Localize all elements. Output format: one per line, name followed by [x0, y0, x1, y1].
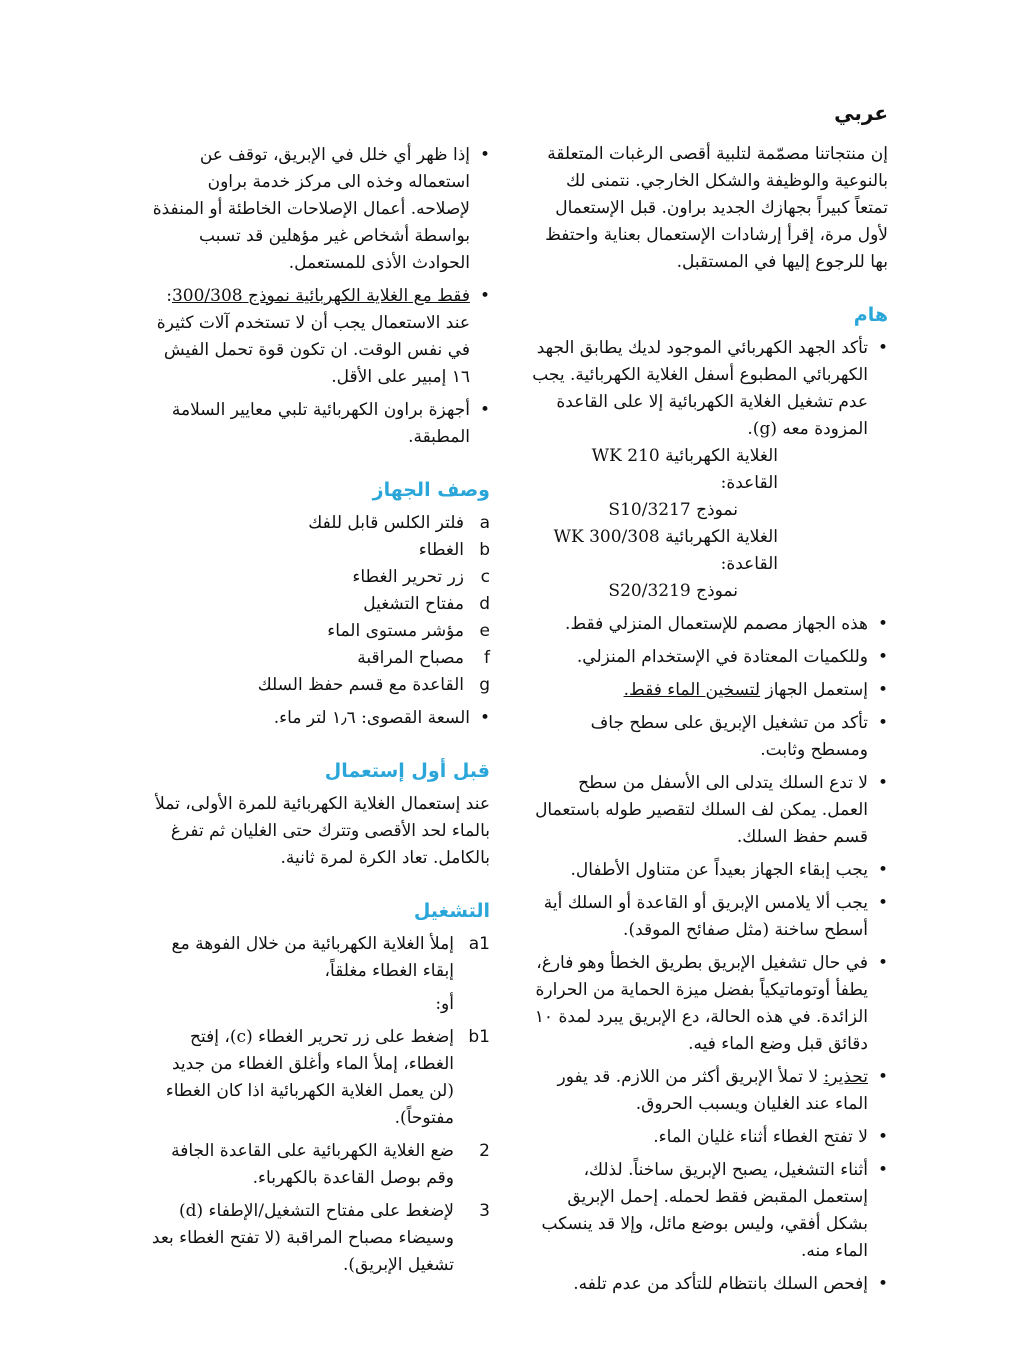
- operation-title: التشغيل: [413, 900, 490, 922]
- model1-code: نموذج 3217/S10: [608, 500, 738, 520]
- language-title: عربي: [834, 101, 888, 125]
- list-item: • تأكد الجهد الكهربائي الموجود لديك يطابق الجهد الكهربائي المطبوع أسفل الغلاية الكهربائية. يجب عدم تشغيل الغلاية الكهربائية إلا على القاعدة المزودة معه (g). الغلاية الكهربائية WK 210 القاعدة: نموذج 3217/S10 الغلاية الكهربائية WK 300/308 القاعدة: نموذج 3219/S20: [530, 335, 888, 605]
- list-item: • تأكد من تشغيل الإبريق على سطح جاف ومسطح وثابت.: [530, 710, 888, 764]
- list-item: b الغطاء: [418, 540, 490, 560]
- important-list: [530, 335, 888, 1298]
- right-column: [530, 100, 888, 1304]
- operation-steps: [150, 931, 490, 1279]
- important-title: هام: [853, 304, 888, 326]
- left-column: [150, 142, 490, 1285]
- step-item: 2 ضع الغلاية الكهربائية على القاعدة الجافة وقم بوصل القاعدة بالكهرباء.: [171, 1141, 490, 1188]
- step-item: b1 إضغط على زر تحرير الغطاء (c)، إفتح الغطاء، إملأ الماء وأغلق الغطاء من جديد (لن يعمل الغلاية الكهربائية اذا كان الغطاء مفتوحاً).: [165, 1027, 490, 1128]
- model1-line: الغلاية الكهربائية WK 210 القاعدة:: [591, 446, 778, 493]
- list-item: • وللكميات المعتادة في الإستخدام المنزلي.: [530, 644, 888, 671]
- step-item: أو:: [435, 994, 454, 1014]
- list-item: • يجب ألا يلامس الإبريق أو القاعدة أو السلك أية أسطح ساخنة (مثل صفائح الموقد).: [530, 890, 888, 944]
- step-item: a1 إملأ الغلاية الكهربائية من خلال الفوهة مع إبقاء الغطاء مغلقاً،: [171, 934, 490, 981]
- first-use-paragraph: عند إستعمال الغلاية الكهربائية للمرة الأولى، تملأ بالماء لحد الأقصى وتترك حتى الغليان ثم تفرغ بالكامل. تعاد الكرة لمرة ثانية.: [155, 794, 490, 868]
- list-item: c زر تحرير الغطاء: [352, 567, 490, 587]
- list-item: • إذا ظهر أي خلل في الإبريق، توقف عن استعماله وخذه الى مركز خدمة براون لإصلاحه. أعمال الإصلاحات الخاطئة أو المنفذة بواسطة أشخاص غير مؤهلين قد تسبب الحوادث الأذى للمستعمل.: [150, 142, 490, 277]
- list-item: • تحذير: لا تملأ الإبريق أكثر من اللازم. قد يفور الماء عند الغليان ويسبب الحروق.: [530, 1064, 888, 1118]
- model2-line: الغلاية الكهربائية WK 300/308 القاعدة:: [553, 527, 778, 574]
- warning-label: تحذير:: [823, 1067, 868, 1087]
- list-item: • إفحص السلك بانتظام للتأكد من عدم تلفه.: [530, 1271, 888, 1298]
- list-item: • فقط مع الغلاية الكهربائية نموذج 300/308: عند الاستعمال يجب أن لا تستخدم آلات كثيرة في نفس الوقت. ان تكون قوة تحمل الفيش ١٦ إمبير على الأقل.: [150, 283, 490, 391]
- capacity-note: • السعة القصوى: ١٫٦ لتر ماء.: [150, 705, 490, 732]
- intro-paragraph: إن منتجاتنا مصمّمة لتلبية أقصى الرغبات المتعلقة بالنوعية والوظيفة والشكل الخارجي. نتمنى لك تمتعاً كبيراً بجهازك الجديد براون. قبل الإستعمال لأول مرة، إقرأ إرشادات الإستعمال بعناية واحتفظ بها للرجوع إليها في المستقبل.: [545, 144, 888, 272]
- step-item: 3 لإضغط على مفتاح التشغيل/الإطفاء (d) وسيضاء مصباح المراقبة (لا تفتح الغطاء بعد تشغيل الإبريق).: [151, 1201, 490, 1275]
- description-title: وصف الجهاز: [372, 479, 490, 501]
- list-item: e مؤشر مستوى الماء: [327, 621, 490, 641]
- model2-code: نموذج 3219/S20: [608, 581, 738, 601]
- list-item: a فلتر الكلس قابل للفك: [308, 513, 490, 533]
- list-item: g القاعدة مع قسم حفظ السلك: [257, 675, 490, 695]
- list-item: • لا تدع السلك يتدلى الى الأسفل من سطح العمل. يمكن لف السلك لتقصير طوله باستعمال قسم حفظ السلك.: [530, 770, 888, 851]
- list-item: d مفتاح التشغيل: [363, 594, 490, 614]
- list-item: • في حال تشغيل الإبريق بطريق الخطأ وهو فارغ، يطفأ أوتوماتيكياً بفضل ميزة الحماية من الحرارة الزائدة. في هذه الحالة، دع الإبريق يبرد لمدة ١٠ دقائق قبل وضع الماء فيه.: [530, 950, 888, 1058]
- description-list: [150, 510, 490, 699]
- list-item: • هذه الجهاز مصمم للإستعمال المنزلي فقط.: [530, 611, 888, 638]
- list-item: • أجهزة براون الكهربائية تلبي معايير السلامة المطبقة.: [150, 397, 490, 451]
- left-bullets: [150, 142, 490, 451]
- list-item: f مصباح المراقبة: [357, 648, 490, 668]
- capacity-list: [150, 705, 490, 732]
- list-item: • لا تفتح الغطاء أثناء غليان الماء.: [530, 1124, 888, 1151]
- first-use-title: قبل أول إستعمال: [324, 760, 490, 782]
- list-item: • يجب إبقاء الجهاز بعيداً عن متناول الأطفال.: [530, 857, 888, 884]
- list-item: • إستعمل الجهاز لتسخين الماء فقط.: [530, 677, 888, 704]
- list-item: • أثناء التشغيل، يصبح الإبريق ساخناً. لذلك، إستعمل المقبض فقط لحمله. إحمل الإبريق بشكل أفقي، وليس بوضع مائل، وإلا قد ينسكب الماء منه.: [530, 1157, 888, 1265]
